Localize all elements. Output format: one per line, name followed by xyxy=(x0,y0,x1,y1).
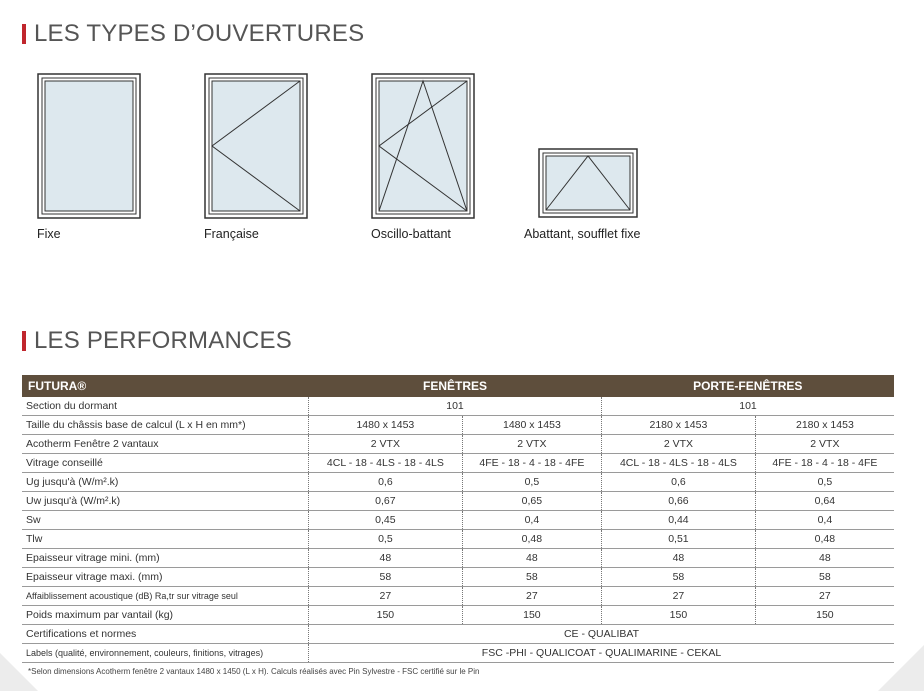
row-value: 1480 x 1453 xyxy=(309,416,463,435)
row-label: Labels (qualité, environnement, couleurs, finitions, vitrages) xyxy=(22,644,309,663)
row-value: 150 xyxy=(462,606,601,625)
header-product: FUTURA® xyxy=(22,375,309,397)
row-value: 58 xyxy=(755,568,894,587)
row-value: 4FE - 18 - 4 - 18 - 4FE xyxy=(462,454,601,473)
row-label: Certifications et normes xyxy=(22,625,309,644)
row-label: Vitrage conseillé xyxy=(22,454,309,473)
row-value: 58 xyxy=(309,568,463,587)
row-value: 0,66 xyxy=(602,492,756,511)
row-value: 0,6 xyxy=(309,473,463,492)
row-value: 27 xyxy=(755,587,894,606)
table-row xyxy=(22,492,894,511)
row-value: 0,44 xyxy=(602,511,756,530)
footnote: *Selon dimensions Acotherm fenêtre 2 vantaux 1480 x 1450 (L x H). Calculs réalisés avec Pin Sylvestre - FSC certifié sur le Pin xyxy=(28,667,480,676)
row-value: 0,4 xyxy=(755,511,894,530)
table-row xyxy=(22,473,894,492)
openings-section-title xyxy=(22,20,364,48)
row-value: 4FE - 18 - 4 - 18 - 4FE xyxy=(755,454,894,473)
row-label: Affaiblissement acoustique (dB) Ra,tr sur vitrage seul xyxy=(22,587,309,606)
table-row xyxy=(22,587,894,606)
opening-label: Française xyxy=(204,227,259,241)
row-label: Acotherm Fenêtre 2 vantaux xyxy=(22,435,309,454)
row-value: 0,5 xyxy=(309,530,463,549)
opening-label: Fixe xyxy=(37,227,61,241)
hopper-window-icon xyxy=(538,148,638,218)
opening-abattant xyxy=(524,148,641,241)
table-row xyxy=(22,549,894,568)
row-value: 2180 x 1453 xyxy=(602,416,756,435)
casement-window-icon xyxy=(204,73,308,219)
row-value: 48 xyxy=(309,549,463,568)
row-label: Tlw xyxy=(22,530,309,549)
row-value: 48 xyxy=(462,549,601,568)
row-value: 150 xyxy=(602,606,756,625)
row-value: 0,6 xyxy=(602,473,756,492)
row-value: 1480 x 1453 xyxy=(462,416,601,435)
row-value: 4CL - 18 - 4LS - 18 - 4LS xyxy=(309,454,463,473)
row-value: 27 xyxy=(309,587,463,606)
table-row xyxy=(22,511,894,530)
fixed-window-icon xyxy=(37,73,141,219)
row-label: Ug jusqu'à (W/m².k) xyxy=(22,473,309,492)
header-fenetres: FENÊTRES xyxy=(309,375,602,397)
table-row xyxy=(22,625,894,644)
table-row xyxy=(22,435,894,454)
row-value: 27 xyxy=(602,587,756,606)
row-label: Section du dormant xyxy=(22,397,309,416)
row-value: 150 xyxy=(755,606,894,625)
table-header-row xyxy=(22,375,894,397)
opening-francaise xyxy=(204,73,308,241)
header-porte-fenetres: PORTE-FENÊTRES xyxy=(602,375,894,397)
table-body xyxy=(22,397,894,663)
opening-label: Oscillo-battant xyxy=(371,227,451,241)
table-row xyxy=(22,397,894,416)
performances-title-text: LES PERFORMANCES xyxy=(34,327,292,354)
row-label: Sw xyxy=(22,511,309,530)
row-value: 2180 x 1453 xyxy=(755,416,894,435)
tilt-turn-window-icon xyxy=(371,73,475,219)
row-value: 2 VTX xyxy=(755,435,894,454)
row-value: 0,48 xyxy=(755,530,894,549)
performance-table xyxy=(22,375,894,663)
row-value: 0,48 xyxy=(462,530,601,549)
opening-label: Abattant, soufflet fixe xyxy=(524,227,641,241)
table-row xyxy=(22,568,894,587)
row-value: 0,65 xyxy=(462,492,601,511)
row-value: FSC -PHI - QUALICOAT - QUALIMARINE - CEKAL xyxy=(309,644,895,663)
row-value: 101 xyxy=(602,397,894,416)
row-value: 101 xyxy=(309,397,602,416)
table-row xyxy=(22,606,894,625)
openings-title-text: LES TYPES D’OUVERTURES xyxy=(34,20,365,47)
table-row xyxy=(22,644,894,663)
row-value: 48 xyxy=(602,549,756,568)
row-value: 2 VTX xyxy=(309,435,463,454)
title-accent-bar xyxy=(22,331,26,351)
row-value: 2 VTX xyxy=(602,435,756,454)
row-label: Uw jusqu'à (W/m².k) xyxy=(22,492,309,511)
row-value: CE - QUALIBAT xyxy=(309,625,895,644)
row-value: 0,64 xyxy=(755,492,894,511)
table-row xyxy=(22,454,894,473)
row-value: 2 VTX xyxy=(462,435,601,454)
row-label: Poids maximum par vantail (kg) xyxy=(22,606,309,625)
row-value: 0,5 xyxy=(755,473,894,492)
row-value: 0,5 xyxy=(462,473,601,492)
row-value: 48 xyxy=(755,549,894,568)
row-value: 0,51 xyxy=(602,530,756,549)
opening-fixe xyxy=(37,73,141,241)
row-value: 58 xyxy=(462,568,601,587)
table-row xyxy=(22,416,894,435)
row-label: Epaisseur vitrage maxi. (mm) xyxy=(22,568,309,587)
row-value: 0,67 xyxy=(309,492,463,511)
row-label: Epaisseur vitrage mini. (mm) xyxy=(22,549,309,568)
performances-section-title xyxy=(22,327,292,355)
row-value: 150 xyxy=(309,606,463,625)
row-label: Taille du châssis base de calcul (L x H en mm*) xyxy=(22,416,309,435)
row-value: 0,45 xyxy=(309,511,463,530)
row-value: 0,4 xyxy=(462,511,601,530)
table-row xyxy=(22,530,894,549)
row-value: 27 xyxy=(462,587,601,606)
row-value: 58 xyxy=(602,568,756,587)
opening-oscillo-battant xyxy=(371,73,475,241)
title-accent-bar xyxy=(22,24,26,44)
row-value: 4CL - 18 - 4LS - 18 - 4LS xyxy=(602,454,756,473)
